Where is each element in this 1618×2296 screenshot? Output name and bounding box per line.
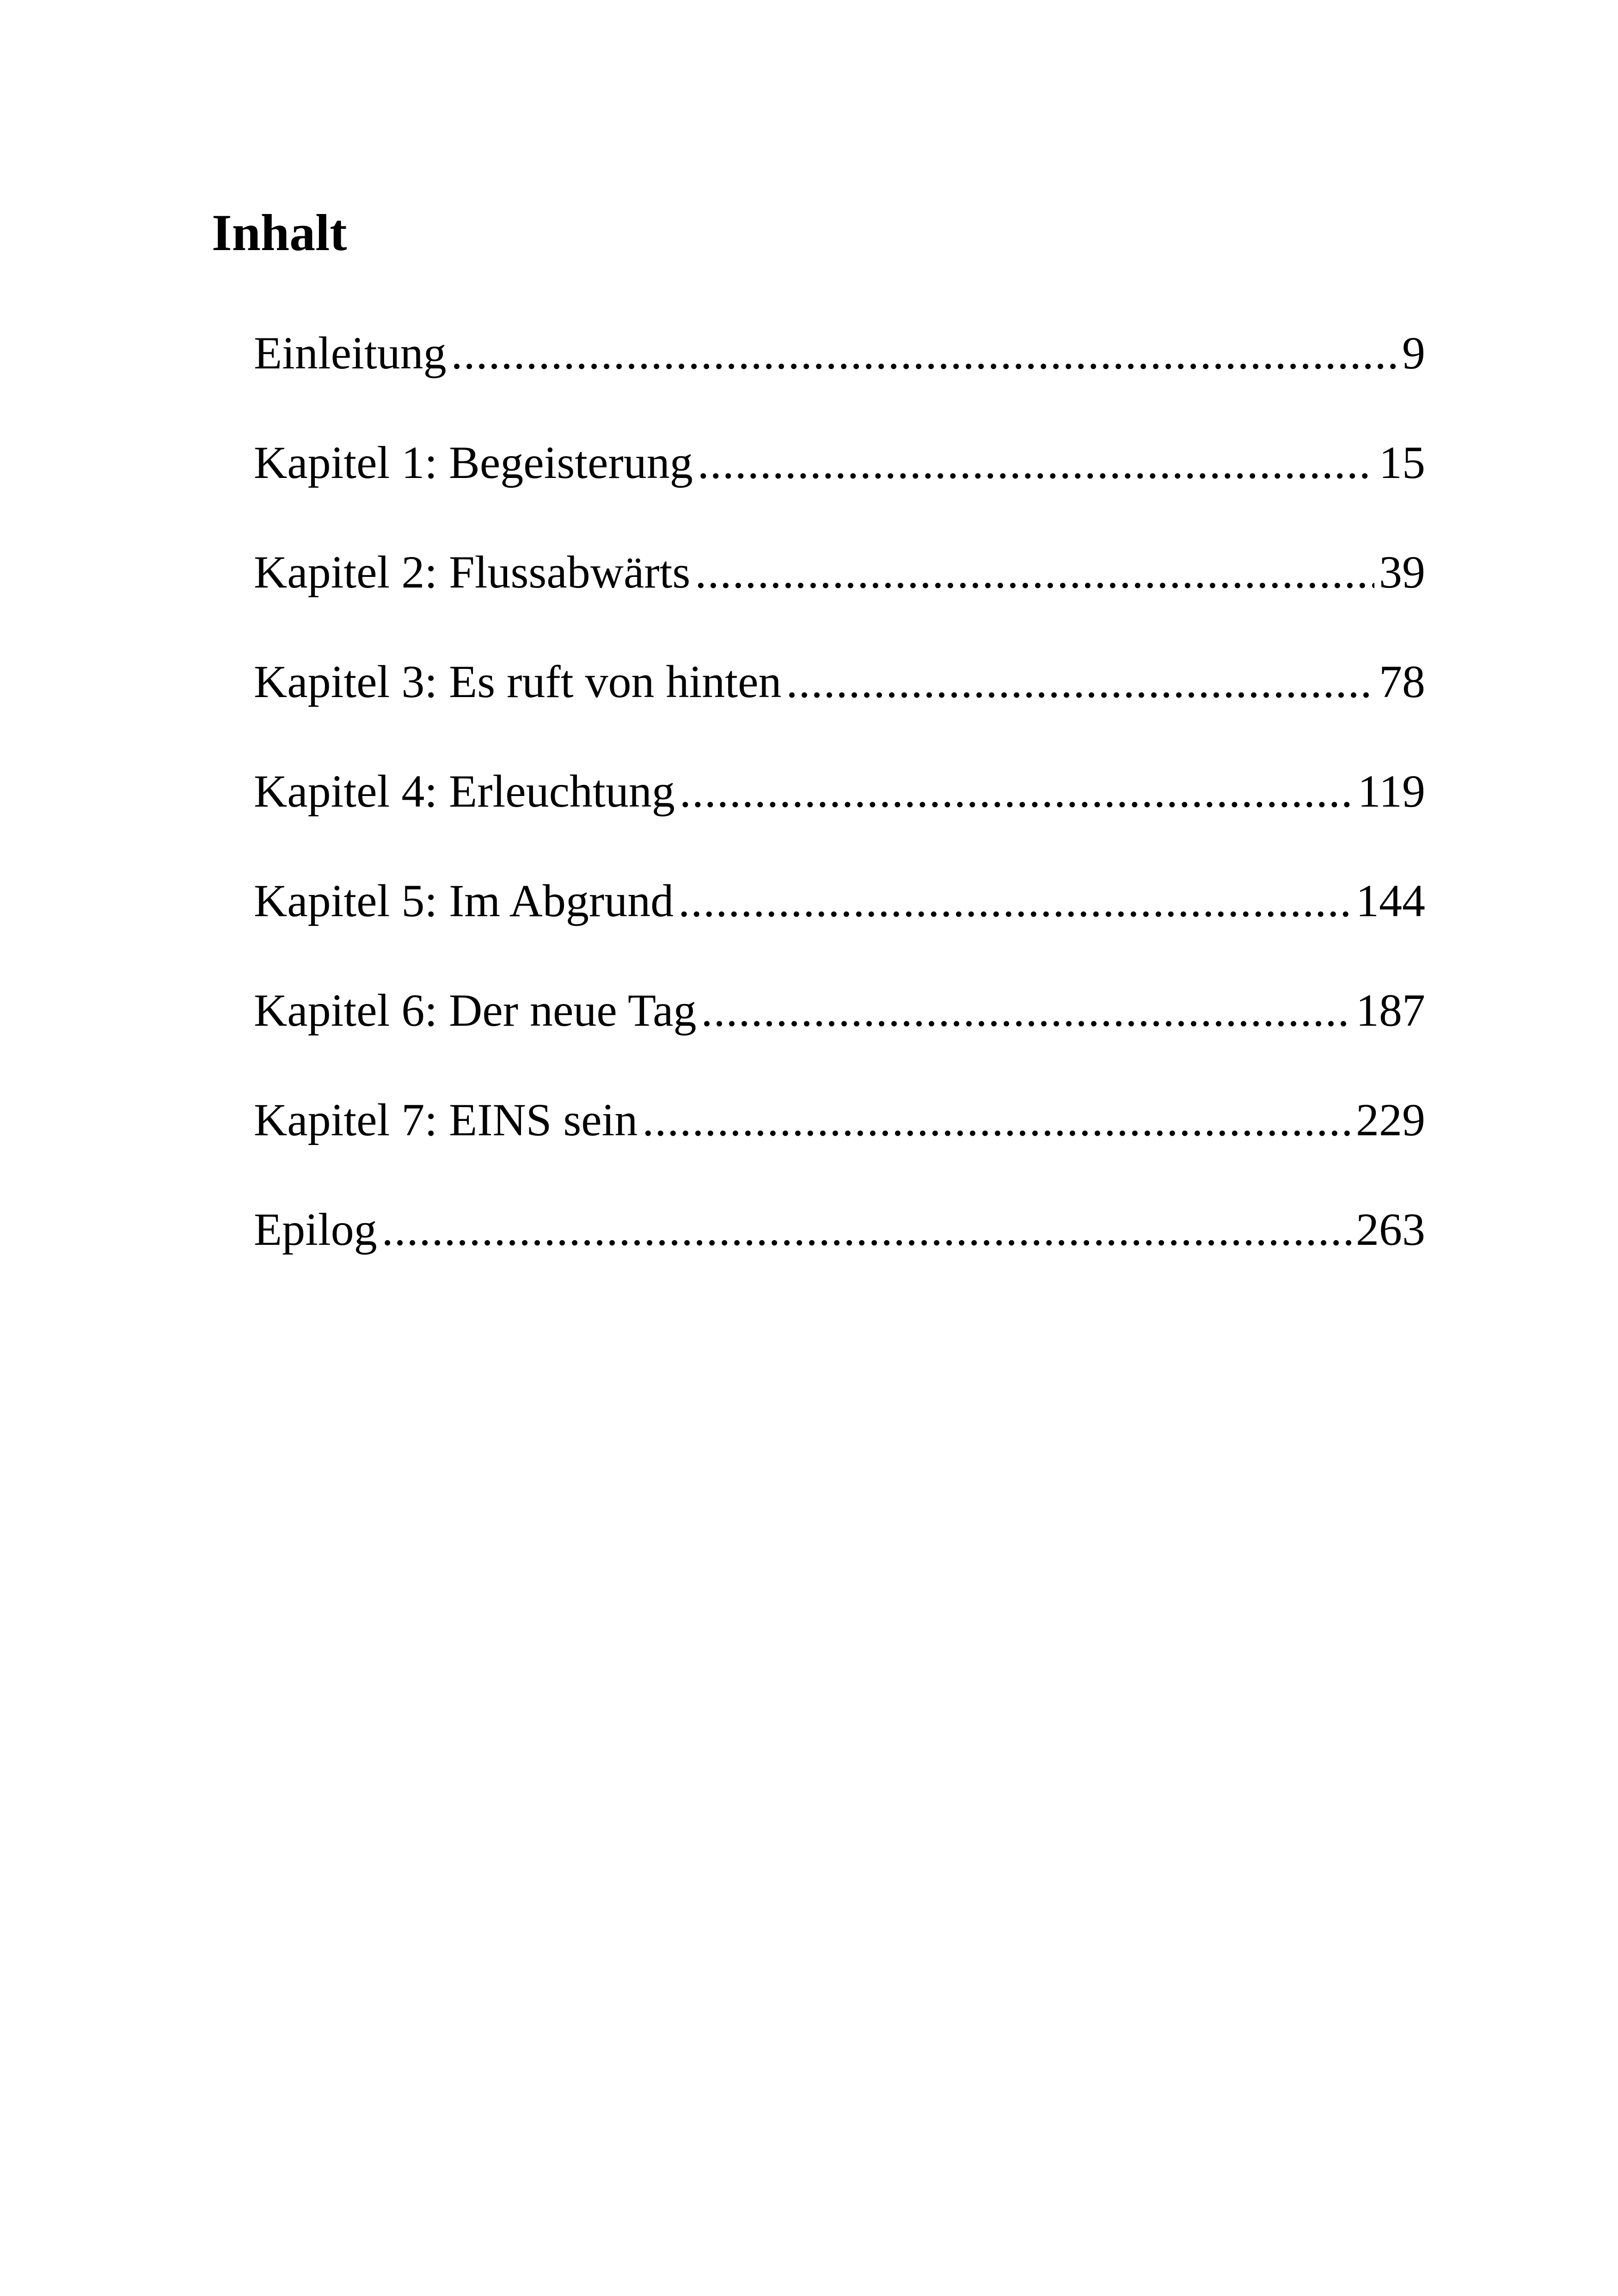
toc-entry-label: Kapitel 2: Flussabwärts <box>254 546 691 598</box>
toc-entry-kapitel-5[interactable] <box>254 875 1425 987</box>
toc-entry-label: Kapitel 5: Im Abgrund <box>254 875 674 926</box>
toc-entry-page: 187 <box>1356 985 1425 1036</box>
toc-entry-kapitel-7[interactable] <box>254 1094 1425 1206</box>
dot-leader <box>680 768 1353 814</box>
toc-entry-epilog[interactable] <box>254 1206 1425 1316</box>
dot-leader <box>382 1206 1351 1253</box>
page-title: Inhalt <box>212 204 347 262</box>
toc-entry-kapitel-1[interactable] <box>254 437 1425 549</box>
toc-entry-label: Kapitel 7: EINS sein <box>254 1094 638 1145</box>
toc-entry-kapitel-2[interactable] <box>254 546 1425 659</box>
dot-leader <box>695 549 1374 595</box>
toc-entry-page: 39 <box>1379 546 1425 598</box>
table-of-contents <box>254 327 1425 1316</box>
toc-entry-einleitung[interactable] <box>254 327 1425 440</box>
toc-entry-page: 15 <box>1379 437 1425 488</box>
toc-entry-label: Epilog <box>254 1204 377 1255</box>
dot-leader <box>451 330 1397 376</box>
toc-entry-page: 9 <box>1402 327 1425 379</box>
toc-entry-label: Kapitel 1: Begeisterung <box>254 437 693 488</box>
dot-leader <box>698 440 1374 486</box>
toc-entry-page: 78 <box>1379 656 1425 707</box>
toc-entry-label: Kapitel 4: Erleuchtung <box>254 765 675 817</box>
toc-entry-page: 229 <box>1356 1094 1425 1145</box>
toc-entry-page: 119 <box>1357 765 1425 817</box>
toc-entry-page: 144 <box>1356 875 1425 926</box>
dot-leader <box>642 1097 1351 1143</box>
toc-entry-kapitel-3[interactable] <box>254 656 1425 768</box>
dot-leader <box>786 659 1374 705</box>
toc-entry-page: 263 <box>1356 1204 1425 1255</box>
toc-entry-kapitel-4[interactable] <box>254 765 1425 878</box>
toc-entry-label: Einleitung <box>254 327 447 379</box>
dot-leader <box>678 878 1351 924</box>
dot-leader <box>701 987 1351 1034</box>
toc-entry-label: Kapitel 6: Der neue Tag <box>254 985 697 1036</box>
toc-entry-kapitel-6[interactable] <box>254 987 1425 1097</box>
toc-entry-label: Kapitel 3: Es ruft von hinten <box>254 656 782 707</box>
